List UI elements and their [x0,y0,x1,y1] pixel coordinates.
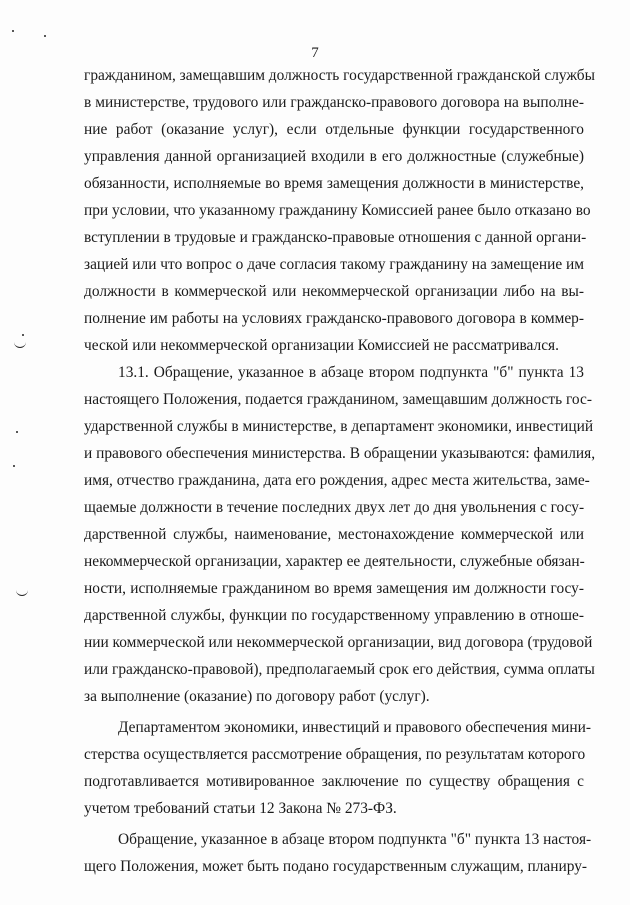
text-line: дарственной службы, функции по государственному управлению в отноше- [84,607,584,624]
text-line: в министерстве, трудового или гражданско-правового договора на выполне- [84,94,584,111]
text-line: обязанности, исполняемые во время замещения должности в министерстве, [84,175,584,192]
text-line: вступлении в трудовые и гражданско-правовые отношения с данной органи- [84,229,587,246]
text-line: полнение им работы на условиях гражданско-правового договора в коммер- [84,310,584,327]
scan-speck [44,35,46,37]
text-line: дарственной службы, наименование, местонахождение коммерческой или [84,526,584,543]
page-number: 7 [311,45,319,61]
text-line: зацией или что вопрос о даче согласия такому гражданину на замещение им [84,256,584,273]
text-line: или гражданско-правовой), предполагаемый срок его действия, сумма оплаты [84,661,595,678]
text-line: управления данной организацией входили в его должностные (служебные) [84,148,584,165]
text-line: нии коммерческой или некоммерческой организации, вид договора (трудовой [84,634,593,651]
text-line: Департаментом экономики, инвестиций и правового обеспечения мини- [118,719,592,736]
text-line: имя, отчество гражданина, дата его рождения, адрес места жительства, заме- [84,472,590,489]
text-line: некоммерческой организации, характер ее деятельности, служебные обязан- [84,553,585,570]
scan-speck [16,431,18,433]
text-line: при условии, что указанному гражданину Комиссией ранее было отказано во [84,202,591,219]
text-line: ние работ (оказание услуг), если отдельные функции государственного [84,121,584,138]
text-line: ности, исполняемые гражданином во время замещения им должности госу- [84,580,584,597]
text-line: учетом требований статьи 12 Закона № 273-ФЗ. [84,800,397,817]
scan-speck [12,30,14,32]
text-line: щаемые должности в течение последних двух лет до дня увольнения с госу- [84,499,585,516]
text-line: настоящего Положения, подается гражданином, замещавшим должность гос- [84,391,592,408]
text-line: 13.1. Обращение, указанное в абзаце втором подпункта "б" пункта 13 [118,364,584,381]
text-line: Обращение, указанное в абзаце втором подпункта "б" пункта 13 настоя- [118,831,592,848]
text-line: стерства осуществляется рассмотрение обращения, по результатам которого [84,746,586,763]
text-line: ударственной службы в министерстве, в департамент экономики, инвестиций [84,418,594,435]
scan-hole-mark [16,588,28,596]
text-line: ческой или некоммерческой организации Комиссией не рассматривался. [84,337,559,354]
text-line: должности в коммерческой или некоммерческой организации либо на вы- [84,283,584,300]
text-line: щего Положения, может быть подано государственным служащим, планиру- [84,858,588,875]
scan-speck [13,465,15,467]
scan-speck [22,334,24,336]
text-line: подготавливается мотивированное заключение по существу обращения с [84,773,584,790]
text-line: и правового обеспечения министерства. В обращении указываются: фамилия, [84,445,596,462]
scan-hole-mark [14,340,26,348]
text-line: гражданином, замещавшим должность государственной гражданской службы [84,67,595,84]
text-line: за выполнение (оказание) по договору работ (услуг). [84,688,430,705]
